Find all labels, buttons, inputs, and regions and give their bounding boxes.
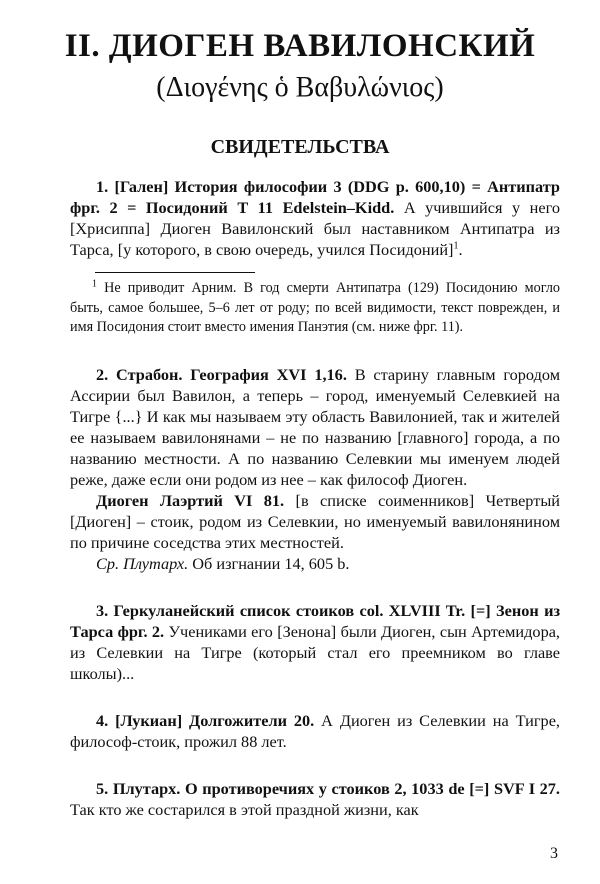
footnote-mark[interactable]: 1 <box>453 240 459 252</box>
section-heading: СВИДЕТЕЛЬСТВА <box>210 136 390 158</box>
cross-reference <box>70 553 560 574</box>
footnote-number: 1 <box>92 278 97 290</box>
testimony-ref: 2. Страбон. География XVI 1,16. <box>96 364 347 384</box>
testimony-3 <box>70 600 560 684</box>
testimony-ref: Диоген Лаэртий VI 81. <box>96 490 285 510</box>
testimony-text: В старину главным городом Ассирии был Вавилон, а теперь – город, именуемый Селевкией на Тигре {...} И как мы называем эту область Вавилонией, так и жителей ее называем вавилонянами – не по названию [главного] города, а по названию местности. А по названию Селевкии мы именуем людей реже, даже если они родом из нее – как философ Диоген. <box>70 364 560 489</box>
testimony-text: Учениками его [Зенона] были Диоген, сын Артемидора, из Селевкии на Тигре (который стал его преемником во главе школы)... <box>70 621 561 683</box>
chapter-title: II. ДИОГЕН ВАВИЛОНСКИЙ <box>64 28 536 64</box>
testimony-text: А Диоген из Селевкии на Тигре, философ-стоик, прожил 88 лет. <box>70 710 560 751</box>
page-number: 3 <box>550 844 558 862</box>
testimony-text: Так кто же состарился в этой праздной жизни, как <box>70 799 419 819</box>
testimony-4 <box>70 710 560 752</box>
footnote <box>70 279 560 338</box>
testimony-5 <box>70 778 560 820</box>
testimony-1 <box>70 176 560 260</box>
footnote-text: Не приводит Арним. В год смерти Антипатра (129) Посидонию могло быть, самое большее, 5–6 лет от роду; по всей видимости, текст поврежден, и имя Посидония стоит вместо имения Панэтия (см. ниже фрг. 11). <box>70 280 560 335</box>
testimony-ref: 3. Геркуланейский список стоиков col. XLVIII Tr. [=] Зенон из Тарса фрг. 2. <box>70 600 560 641</box>
cf-ref: Ср. Плутарх. <box>96 553 189 573</box>
testimony-text: [в списке соименников] Четвертый [Диоген] – стоик, родом из Селевкии, но именуемый вавилонянином по причине соседства этих местностей. <box>70 490 560 552</box>
testimony-ref: 5. Плутарх. О противоречиях у стоиков 2, 1033 de [=] SVF I 27. <box>96 778 560 798</box>
punctuation: . <box>458 240 463 259</box>
cf-text: Об изгнании 14, 605 b. <box>188 553 350 573</box>
testimony-2 <box>70 364 560 490</box>
testimony-ref: 4. [Лукиан] Долгожители 20. <box>96 710 315 730</box>
chapter-subtitle-greek: (Διογένης ὁ Βαβυλώνιος) <box>156 72 444 103</box>
testimony-ref: 1. [Гален] История философии 3 (DDG p. 600,10) = Антипатр фрг. 2 = Посидоний Т 11 Edelstein–Kidd. <box>70 177 560 217</box>
testimony-2-diogenes-laertius <box>70 490 560 553</box>
testimony-text: А учившийся у него [Хрисиппа] Диоген Вавилонский был наставником Антипатра из Тарса, [у которого, в свою очередь, учился Посидоний] <box>70 198 560 259</box>
footnote-divider <box>95 272 255 273</box>
